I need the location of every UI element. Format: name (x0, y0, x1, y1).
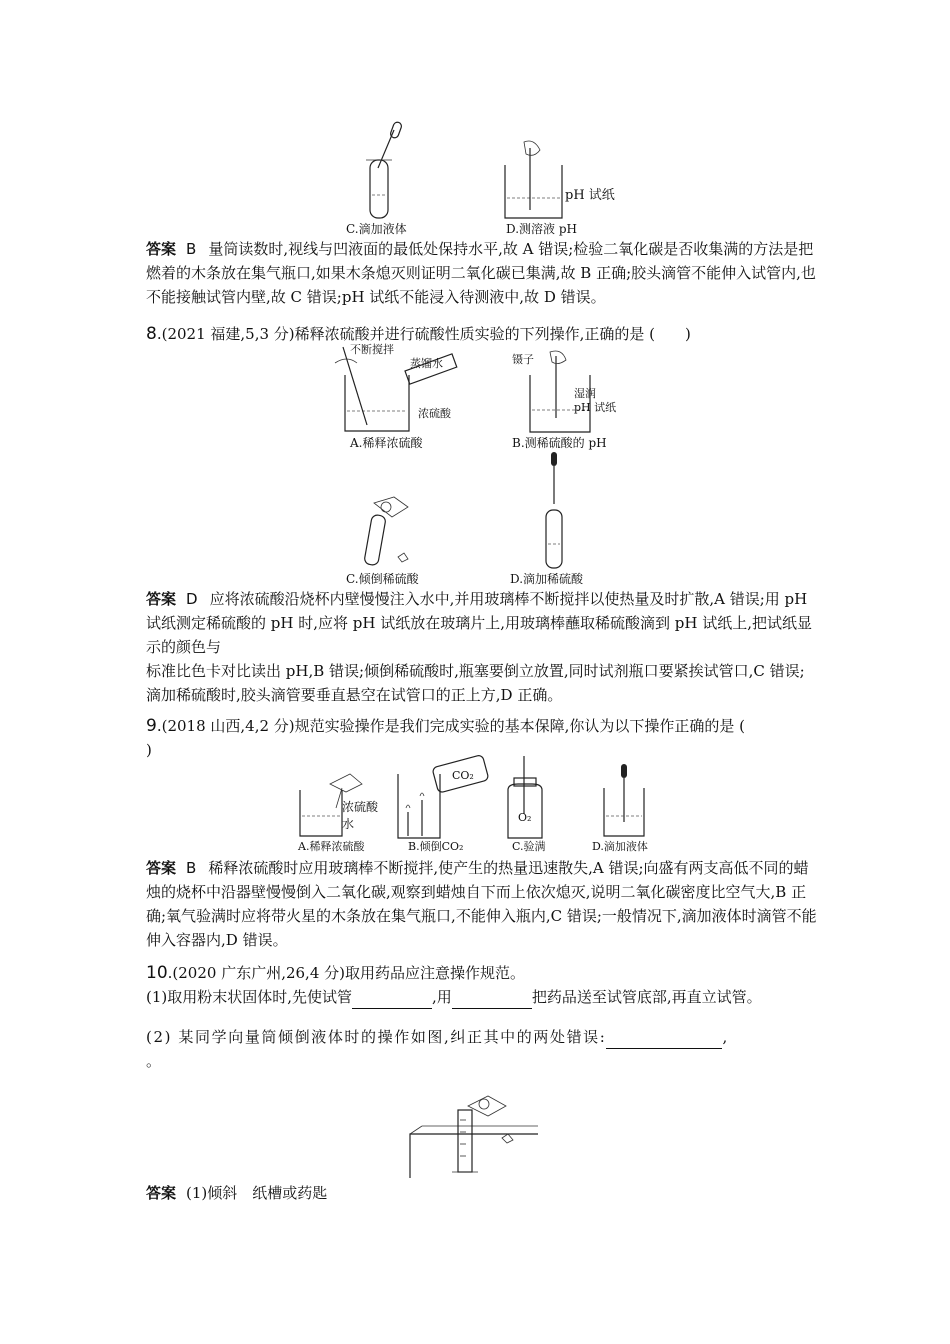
question-stem-end: ) (146, 741, 152, 759)
answer-label: 答案 (146, 240, 177, 258)
question-10 (146, 961, 818, 985)
label-ph-paper-b: pH 试纸 (574, 401, 617, 414)
question-8 (146, 322, 818, 346)
question-10-part2 (146, 1025, 818, 1073)
answer-block (146, 856, 818, 952)
answer-block (146, 1181, 818, 1205)
question-number: 9 (146, 716, 157, 736)
label-tweezers: 镊子 (512, 353, 534, 366)
part1-text-b: ,用 (432, 988, 452, 1006)
label-ph-paper-top: pH 试纸 (565, 188, 615, 203)
part2-text-c: 。 (146, 1052, 163, 1070)
caption-8c: C.倾倒稀硫酸 (346, 572, 419, 586)
part2-text-b: , (722, 1028, 729, 1046)
label-water-9a: 水 (342, 817, 355, 831)
figure-top-c (360, 120, 440, 220)
caption-8d: D.滴加稀硫酸 (510, 572, 584, 586)
part2-text-a: (2) 某同学向量筒倾倒液体时的操作如图,纠正其中的两处错误: (146, 1028, 607, 1046)
figure-q8-c (352, 495, 422, 570)
answer-choice: B (186, 240, 197, 258)
label-distilled-water: 蒸馏水 (410, 357, 443, 370)
figure-top-d (500, 140, 580, 220)
label-stir: 不断搅拌 (350, 343, 394, 356)
caption-8b: B.测稀硫酸的 pH (512, 436, 607, 450)
answer-label: 答案 (146, 859, 177, 877)
answer-label: 答案 (146, 590, 177, 608)
answer-text: (1)倾斜 纸槽或药匙 (186, 1184, 328, 1202)
caption-d: D.测溶液 pH (506, 222, 577, 236)
question-stem: .(2021 福建,5,3 分)稀释浓硫酸并进行硫酸性质实验的下列操作,正确的是 ( ) (156, 325, 691, 343)
answer-blank-1[interactable] (352, 992, 432, 1009)
figure-q9-d (600, 764, 650, 840)
figure-q9-c (500, 756, 550, 840)
figure-q10 (408, 1096, 540, 1180)
answer-block (146, 237, 818, 309)
answer-choice: B (186, 859, 197, 877)
answer-blank-2[interactable] (452, 992, 532, 1009)
figure-q8-a (335, 345, 480, 435)
answer-continued: 标准比色卡对比读出 pH,B 错误;倾倒稀硫酸时,瓶塞要倒立放置,同时试剂瓶口要紧挨试管口,C 错误;滴加稀硫酸时,胶头滴管要垂直悬空在试管口的正上方,D 正确。 (146, 662, 805, 704)
answer-label: 答案 (146, 1184, 177, 1202)
question-9 (146, 714, 818, 762)
figure-q9-b (392, 762, 492, 840)
label-co2-9b: CO₂ (452, 769, 474, 782)
caption-9b: B.倾倒CO₂ (408, 840, 464, 853)
label-conc-acid-9a: 浓硫酸 (342, 800, 379, 814)
answer-text: 量筒读数时,视线与凹液面的最低处保持水平,故 A 错误;检验二氧化碳是否收集满的方法是把燃着的木条放在集气瓶口,如果木条熄灭则证明二氧化碳已集满,故 B 正确;胶头滴管不能伸入试管内,也不能接触试管内壁,故 C 错误;pH 试纸不能浸入待测液中,故 D 错误。 (146, 240, 816, 306)
part1-text-a: (1)取用粉末状固体时,先使试管 (146, 988, 353, 1006)
label-o2-9c: O₂ (518, 811, 532, 824)
answer-blank-3[interactable] (606, 1032, 722, 1049)
answer-text: 应将浓硫酸沿烧杯内壁慢慢注入水中,并用玻璃棒不断搅拌以使热量及时扩散,A 错误;用 pH 试纸测定稀硫酸的 pH 时,应将 pH 试纸放在玻璃片上,用玻璃棒蘸取稀硫酸滴到 pH 试纸上,把试纸显示的颜色与 (146, 590, 812, 656)
figure-q8-d (540, 452, 570, 572)
label-conc-acid-a: 浓硫酸 (418, 407, 451, 420)
answer-choice: D (186, 590, 198, 608)
caption-9a: A.稀释浓硫酸 (298, 840, 365, 853)
question-10-part1 (146, 985, 846, 1009)
label-wet: 湿润 (574, 387, 596, 400)
question-number: 10 (146, 963, 168, 983)
question-stem: .(2020 广东广州,26,4 分)取用药品应注意操作规范。 (167, 964, 525, 982)
caption-c: C.滴加液体 (346, 222, 407, 236)
caption-8a: A.稀释浓硫酸 (350, 436, 423, 450)
question-number: 8 (146, 324, 157, 344)
caption-9c: C.验满 (512, 840, 546, 853)
caption-9d: D.滴加液体 (592, 840, 648, 853)
question-stem: .(2018 山西,4,2 分)规范实验操作是我们完成实验的基本保障,你认为以下操作正确的是 ( (156, 717, 746, 735)
answer-text: 稀释浓硫酸时应用玻璃棒不断搅拌,使产生的热量迅速散失,A 错误;向盛有两支高低不同的蜡烛的烧杯中沿器壁慢慢倒入二氧化碳,观察到蜡烛自下而上依次熄灭,说明二氧化碳密度比空气大,B 正确;氧气验满时应将带火星的木条放在集气瓶口,不能伸入瓶内,C 错误;一般情况下,滴加液体时滴管不能伸入容器内,D 错误。 (146, 859, 817, 949)
answer-block (146, 587, 818, 659)
part1-text-c: 把药品送至试管底部,再直立试管。 (531, 988, 762, 1006)
